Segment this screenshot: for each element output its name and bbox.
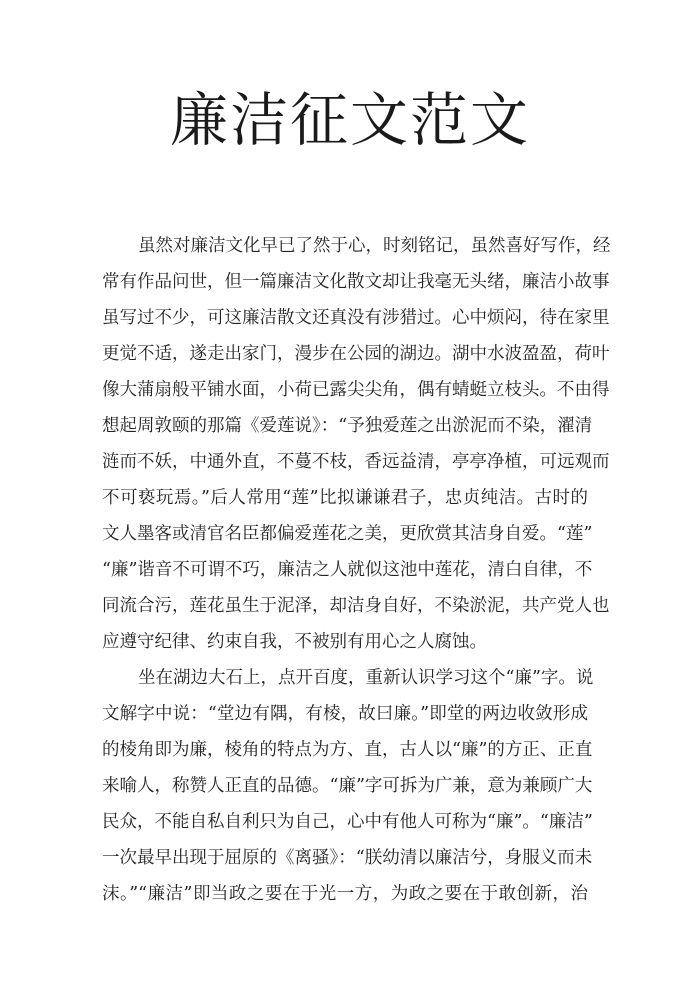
document-body xyxy=(102,228,611,912)
paragraph-2-line: 民众，不能自私自利只为自己，心中有他人可称为“廉”。“廉洁” xyxy=(102,812,593,832)
paragraph-2-line: 文解字中说：“堂边有隅，有棱，故曰廉。”即堂的两边收敛形成 xyxy=(102,704,588,724)
paragraph-1-line: 像大蒲扇般平铺水面，小荷已露尖尖角，偶有蜻蜓立枝头。不由得 xyxy=(102,380,610,400)
paragraph-2-line: 坐在湖边大石上，点开百度，重新认识学习这个“廉”字。说 xyxy=(138,668,594,688)
paragraph-1-line: 不可亵玩焉。”后人常用“莲”比拟谦谦君子，忠贞纯洁。古时的 xyxy=(102,488,588,508)
paragraph-1-line: 应遵守纪律、约束自我，不被别有用心之人腐蚀。 xyxy=(102,632,487,652)
paragraph-1-line: 文人墨客或清官名臣都偏爱莲花之美，更欣赏其洁身自爱。“莲” xyxy=(102,524,593,544)
paragraph-2-line: 来喻人，称赞人正直的品德。“廉”字可拆为广兼，意为兼顾广大 xyxy=(102,776,593,796)
paragraph-2-line: 的棱角即为廉，棱角的特点为方、直，古人以“廉”的方正、正直 xyxy=(102,740,593,760)
paragraph-1-line: “廉”谐音不可谓不巧，廉洁之人就似这池中莲花，清白自律，不 xyxy=(102,560,593,580)
paragraph-1-line: 虽然对廉洁文化早已了然于心，时刻铭记，虽然喜好写作，经 xyxy=(138,236,611,256)
paragraph-1-line: 同流合污，莲花虽生于泥泽，却洁身自好，不染淤泥，共产党人也 xyxy=(102,596,610,616)
paragraph-2-line: 一次最早出现于屈原的《离骚》：“朕幼清以廉洁兮，身服义而未 xyxy=(102,848,593,868)
document-title: 廉洁征文范文 xyxy=(169,86,530,154)
paragraph-2-line: 沫。”“廉洁”即当政之要在于光一方，为政之要在于敢创新，治 xyxy=(102,884,588,904)
paragraph-1-line: 涟而不妖，中通外直，不蔓不枝，香远益清，亭亭净植，可远观而 xyxy=(102,452,610,472)
paragraph-1-line: 常有作品问世，但一篇廉洁文化散文却让我毫无头绪，廉洁小故事 xyxy=(102,272,610,292)
paragraph-1-line: 虽写过不少，可这廉洁散文还真没有涉猎过。心中烦闷，待在家里 xyxy=(102,308,610,328)
paragraph-1-line: 更觉不适，遂走出家门，漫步在公园的湖边。湖中水波盈盈，荷叶 xyxy=(102,344,610,364)
paragraph-1-line: 想起周敦颐的那篇《爱莲说》：“予独爱莲之出淤泥而不染，濯清 xyxy=(102,416,593,436)
